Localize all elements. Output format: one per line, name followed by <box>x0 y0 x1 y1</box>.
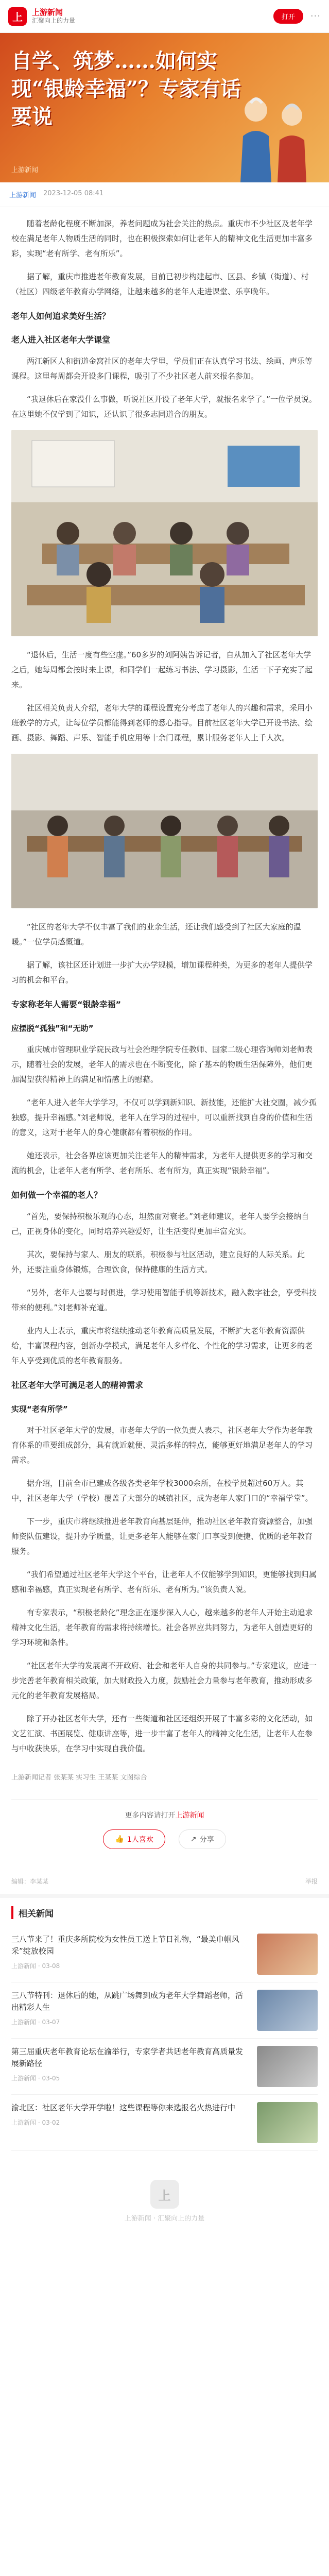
article-body <box>0 207 329 1770</box>
related-thumbnail <box>257 1990 318 2031</box>
action-row <box>11 1829 318 1849</box>
related-text <box>11 2046 250 2087</box>
related-source: 上游新闻 · 03-05 <box>11 2075 60 2082</box>
calligraphy-class-photo <box>11 754 318 908</box>
paragraph: “我们希望通过社区老年大学这个平台，让老年人不仅能够学到知识，更能够找到归属感和幸福感，真正实现老有所学、老有所乐、老有所为。”该负责人说。 <box>11 1570 317 1594</box>
brand <box>32 8 75 25</box>
app-header <box>0 0 329 33</box>
like-count: 1人喜欢 <box>127 1836 153 1844</box>
paragraph: “老年人进入老年大学学习，不仅可以学到新知识、新技能，还能扩大社交圈，减少孤独感，提升幸福感。”刘老师说，老年人在学习的过程中，可以重新找到自身的价值和生活的意义，这对于老年人的身心健康都有着积极的作用。 <box>11 1098 317 1137</box>
related-thumbnail <box>257 1934 318 1975</box>
paragraph: 据介绍，目前全市已建成各级各类老年学校3000余所，在校学员超过60万人。其中，社区老年大学（学校）覆盖了大部分的城镇社区，成为老年人家门口的“幸福学堂”。 <box>11 1479 313 1503</box>
app-logo: 上 <box>8 7 27 26</box>
related-news <box>0 1898 329 2159</box>
paragraph: 据了解，重庆市推进老年教育发展，目前已初步构建起市、区县、乡镇（街道）、村（社区）四级老年教育办学网络，让越来越多的老年人走进课堂、乐享晚年。 <box>11 272 309 296</box>
app-name: 上游新闻 <box>32 7 63 17</box>
related-item[interactable] <box>11 2039 318 2095</box>
paragraph: 重庆城市管理职业学院民政与社会治理学院专任教师、国家二级心理咨询师刘老师表示，随着社会的发展，老年人的需求也在不断变化，除了基本的物质生活保障外，他们更加渴望获得精神上的满足和情感上的慰藉。 <box>11 1045 313 1084</box>
meta-date: 2023-12-05 08:41 <box>43 190 104 197</box>
paragraph: 除了开办社区老年大学，还有一些街道和社区还组织开展了丰富多彩的文化活动，如文艺汇演、书画展览、健康讲座等，进一步丰富了老年人的精神文化生活，让老年人在参与中收获快乐，在学习中实现自我价值。 <box>11 1714 313 1753</box>
paragraph: 随着老龄化程度不断加深，养老问题成为社会关注的热点。重庆市不少社区及老年学校在满足老年人物质生活的同时，也在积极探索如何让老年人的精神文化生活更加丰富多彩，实现“老有所学、老有所乐”。 <box>11 219 313 258</box>
related-source: 上游新闻 · 03-07 <box>11 2019 60 2026</box>
related-item[interactable] <box>11 1926 318 1982</box>
section-heading: 如何做一个幸福的老人？ <box>11 1190 102 1200</box>
article-byline: 上游新闻记者 张某某 实习生 王某某 文图综合 <box>11 1774 147 1782</box>
app-logo-faded: 上 <box>150 2180 179 2209</box>
paragraph: 据了解，该社区还计划进一步扩大办学规模，增加课程种类，为更多的老年人提供学习的机会和平台。 <box>11 960 313 985</box>
related-headline: 三八节特刊：退休后的她，从跳广场舞到成为老年大学舞蹈老师，活出精彩人生 <box>11 1991 244 2012</box>
thumbs-up-icon: 👍 <box>115 1835 124 1843</box>
paragraph: 她还表示，社会各界应该更加关注老年人的精神需求，为老年人提供更多的学习和交流的机会，让老年人老有所学、老有所乐、老有所为，真正实现“银龄幸福”。 <box>11 1151 313 1175</box>
section-heading: 社区老年大学可满足老人的精神需求 <box>11 1380 144 1390</box>
share-label: 分享 <box>199 1836 214 1844</box>
open-app-link[interactable]: 上游新闻 <box>175 1811 204 1820</box>
section-subheading: 实现“老有所学” <box>11 1404 68 1414</box>
paragraph: “另外，老年人也要与时俱进，学习使用智能手机等新技术，融入数字社会，享受科技带来的便利。”刘老师补充道。 <box>11 1288 317 1312</box>
paragraph: “我退休后在家没什么事做，听说社区开设了老年大学，就报名来学了。”一位学员说。在这里她不仅学到了知识，还认识了很多志同道合的朋友。 <box>11 395 317 419</box>
banner-title: 自学、筑梦……如何实现“银龄幸福”？专家有话要说 <box>11 49 241 129</box>
related-title: 相关新闻 <box>11 1906 318 1919</box>
paragraph: 其次，要保持与家人、朋友的联系，积极参与社区活动，建立良好的人际关系。此外，还要注重身体锻炼，合理饮食，保持健康的生活方式。 <box>11 1250 305 1274</box>
paragraph: 有专家表示，“积极老龄化”理念正在逐步深入人心，越来越多的老年人开始主动追求精神文化生活，老年教育的需求将持续增长。社会各界应共同努力，为老年人创造更好的学习环境和条件。 <box>11 1608 313 1647</box>
article-meta <box>0 182 329 207</box>
more-prefix: 更多内容请打开 <box>125 1811 176 1820</box>
related-headline: 三八节来了！重庆多所院校为女性员工送上节日礼物，“最美巾帼风采”绽放校园 <box>11 1935 239 1956</box>
share-icon: ↗ <box>190 1835 197 1843</box>
related-item[interactable] <box>11 2095 318 2151</box>
related-thumbnail <box>257 2046 318 2087</box>
paragraph: 对于社区老年大学的发展，市老年大学的一位负责人表示，社区老年大学作为老年教育体系的重要组成部分，具有就近就便、灵活多样的特点，能够更好地满足老年人的学习需求。 <box>11 1426 313 1465</box>
related-text <box>11 1990 250 2031</box>
article-info-line <box>0 1869 329 1898</box>
paragraph: 社区相关负责人介绍，老年大学的课程设置充分考虑了老年人的兴趣和需求，采用小班教学的方式，让每位学员都能得到老师的悉心指导。目前社区老年大学已开设书法、绘画、摄影、舞蹈、声乐、智能手机应用等十余门课程，累计服务老年人上千人次。 <box>11 703 313 742</box>
page-end <box>0 2159 329 2238</box>
related-headline: 第三届重庆老年教育论坛在渝举行，专家学者共话老年教育高质量发展新路径 <box>11 2047 244 2068</box>
question-heading: 老年人如何追求美好生活？ <box>11 311 111 321</box>
related-source: 上游新闻 · 03-02 <box>11 2119 60 2126</box>
paragraph: “首先，要保持积极乐观的心态，坦然面对衰老。”刘老师建议，老年人要学会接纳自己，正视身体的变化，同时培养兴趣爱好，让生活变得更加丰富充实。 <box>11 1212 309 1236</box>
editor-name: 编辑：李某某 <box>11 1878 49 1885</box>
related-text <box>11 2102 250 2143</box>
section-heading: 老人进入社区老年大学课堂 <box>11 335 111 345</box>
open-app-prompt <box>11 1799 318 1859</box>
related-text <box>11 1934 250 1975</box>
open-app-button[interactable]: 打开 <box>273 9 303 24</box>
section-subheading: 应摆脱“孤独”和“无助” <box>11 1024 94 1033</box>
related-item[interactable] <box>11 1982 318 2039</box>
paragraph: 业内人士表示，重庆市将继续推动老年教育高质量发展，不断扩大老年教育资源供给，丰富课程内容，创新办学模式，满足老年人多样化、个性化的学习需求，让更多的老年人享受到优质的老年教育服务。 <box>11 1326 313 1365</box>
related-thumbnail <box>257 2102 318 2143</box>
more-content-text <box>11 1810 318 1820</box>
paragraph: “退休后，生活一度有些空虚。”60多岁的刘阿姨告诉记者，自从加入了社区老年大学之后，她每周都会按时来上课，和同学们一起练习书法、学习摄影，生活一下子充实了起来。 <box>11 650 313 689</box>
more-menu-icon[interactable]: ··· <box>310 11 321 22</box>
paragraph: 下一步，重庆市将继续推进老年教育向基层延伸，推动社区老年教育资源整合，加强师资队伍建设，提升办学质量，让更多老年人能够在家门口享受到便捷、优质的老年教育服务。 <box>11 1517 313 1556</box>
classroom-photo <box>11 430 318 636</box>
paragraph: “社区老年大学的发展离不开政府、社会和老年人自身的共同参与。”专家建议，应进一步完善老年教育相关政策，加大财政投入力度，鼓励社会力量参与老年教育，推动形成多元化的老年教育发展格局。 <box>11 1661 317 1700</box>
article-banner <box>0 33 329 182</box>
banner-source: 上游新闻 <box>11 166 39 174</box>
paragraph: “社区的老年大学不仅丰富了我们的业余生活，还让我们感受到了社区大家庭的温暖。”一位学员感慨道。 <box>11 922 301 946</box>
app-slogan: 汇聚向上的力量 <box>32 17 76 25</box>
end-text: 上游新闻 · 汇聚向上的力量 <box>124 2215 205 2223</box>
paragraph: 两江新区人和街道金窝社区的老年大学里，学员们正在认真学习书法、绘画、声乐等课程。这里每周都会开设多门课程，吸引了不少社区老人前来报名参加。 <box>11 357 313 381</box>
elderly-figures-illustration <box>220 79 323 182</box>
share-button[interactable] <box>179 1829 226 1849</box>
related-source: 上游新闻 · 03-08 <box>11 1962 60 1970</box>
meta-source[interactable]: 上游新闻 <box>9 192 37 199</box>
like-button[interactable] <box>103 1829 165 1849</box>
report-link[interactable]: 举报 <box>305 1878 318 1885</box>
section-heading: 专家称老年人需要“银龄幸福” <box>11 999 122 1009</box>
related-headline: 渝北区：社区老年大学开学啦！这些课程等你来选报名火热进行中 <box>11 2103 236 2112</box>
